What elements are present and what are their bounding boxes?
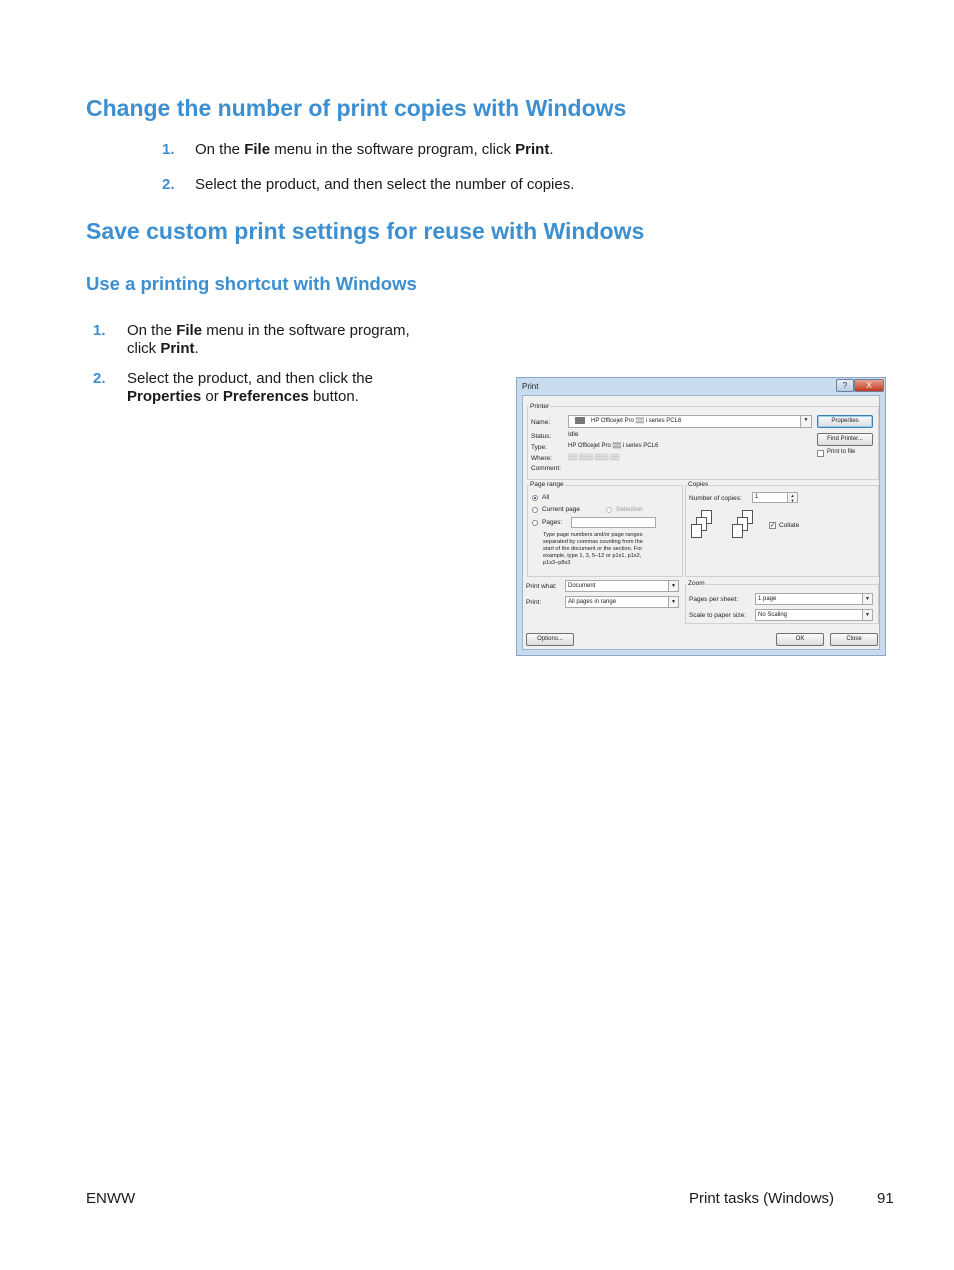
step-text: On the File menu in the software program, click Print. — [127, 322, 410, 357]
status-label: Status: — [531, 433, 552, 440]
pages-radio[interactable] — [532, 520, 538, 526]
step-number: 1. — [93, 322, 106, 339]
dialog-body — [522, 395, 880, 650]
printer-icon — [575, 417, 585, 424]
chevron-down-icon: ▼ — [800, 416, 811, 427]
pages-per-sheet-value: 1 page — [758, 596, 777, 602]
step-number: 2. — [93, 370, 106, 387]
selection-label: Selection — [616, 506, 643, 513]
chevron-down-icon: ▼ — [668, 581, 678, 591]
pages-label: Pages: — [542, 519, 563, 526]
all-radio[interactable] — [532, 495, 538, 501]
help-button[interactable]: ? — [836, 379, 854, 392]
section-title-save-settings: Save custom print settings for reuse with Windows — [86, 218, 645, 244]
scale-label: Scale to paper size: — [689, 612, 747, 619]
close-window-button[interactable]: X — [854, 379, 884, 392]
type-value: HP Officejet Pro ▒▒ i series PCL6 — [568, 443, 659, 449]
current-page-label: Current page — [542, 506, 580, 513]
print-select[interactable] — [565, 596, 679, 608]
where-value: ▒▒.▒▒▒.▒▒▒.▒▒ — [568, 454, 620, 461]
find-printer-button[interactable]: Find Printer... — [817, 433, 873, 446]
page-number: 91 — [877, 1190, 894, 1207]
number-of-copies-input[interactable] — [752, 492, 798, 503]
copies-label: Copies — [688, 481, 709, 488]
print-what-value: Document — [568, 583, 596, 589]
pages-per-sheet-select[interactable] — [755, 593, 873, 605]
scale-select[interactable] — [755, 609, 873, 621]
printer-group-label: Printer — [530, 403, 550, 410]
print-what-label: Print what: — [526, 583, 557, 590]
chevron-down-icon: ▼ — [668, 597, 678, 607]
printer-name-value: HP Officejet Pro ▒▒ i series PCL6 — [591, 418, 682, 424]
where-label: Where: — [531, 455, 552, 462]
page-range-label: Page range — [530, 481, 564, 488]
print-dialog — [516, 377, 886, 656]
current-page-radio[interactable] — [532, 507, 538, 513]
ok-button[interactable]: OK — [776, 633, 824, 646]
type-label: Type: — [531, 444, 547, 451]
dialog-title: Print — [522, 382, 539, 391]
selection-radio[interactable] — [606, 507, 612, 513]
footer-left: ENWW — [86, 1190, 136, 1207]
subsection-title-shortcut: Use a printing shortcut with Windows — [86, 273, 417, 294]
name-label: Name: — [531, 419, 551, 426]
step-text: Select the product, and then select the number of copies. — [195, 176, 575, 193]
step-number: 2. — [162, 176, 175, 193]
options-button[interactable]: Options... — [526, 633, 574, 646]
close-button[interactable]: Close — [830, 633, 878, 646]
status-value: Idle — [568, 431, 579, 438]
chevron-down-icon: ▼ — [862, 610, 872, 620]
print-to-file-label: Print to file — [827, 449, 856, 455]
spinner-icon: ▲ ▼ — [787, 493, 797, 502]
collate-checkbox[interactable]: ✓ — [770, 523, 776, 529]
number-of-copies-value: 1 — [755, 494, 759, 500]
pages-hint: Type page numbers and/or page ranges separated by commas counting from the start of the document or the section. For example, type 1, 3, 5–12 or p1s1, p1s2, p1s3–p8s3 — [543, 532, 643, 566]
chevron-down-icon: ▼ — [862, 594, 872, 604]
pages-input[interactable] — [571, 517, 656, 528]
scale-value: No Scaling — [758, 612, 788, 618]
pages-per-sheet-label: Pages per sheet: — [689, 596, 739, 603]
print-what-select[interactable] — [565, 580, 679, 592]
all-label: All — [542, 494, 550, 501]
print-to-file-checkbox[interactable] — [817, 450, 824, 457]
printer-name-select[interactable] — [568, 415, 812, 428]
step-number: 1. — [162, 141, 175, 158]
properties-button[interactable]: Properties — [817, 415, 873, 428]
zoom-label: Zoom — [688, 580, 705, 587]
collate-label: Collate — [779, 522, 800, 529]
number-of-copies-label: Number of copies: — [689, 495, 742, 502]
comment-label: Comment: — [531, 465, 561, 472]
footer-section: Print tasks (Windows) — [689, 1190, 835, 1207]
step-text: On the File menu in the software program, click Print. — [195, 141, 554, 158]
print-label: Print: — [526, 599, 542, 606]
step-text: Select the product, and then click the Properties or Preferences button. — [127, 370, 373, 405]
print-value: All pages in range — [568, 599, 617, 605]
section-title-change-copies: Change the number of print copies with Windows — [86, 95, 627, 121]
